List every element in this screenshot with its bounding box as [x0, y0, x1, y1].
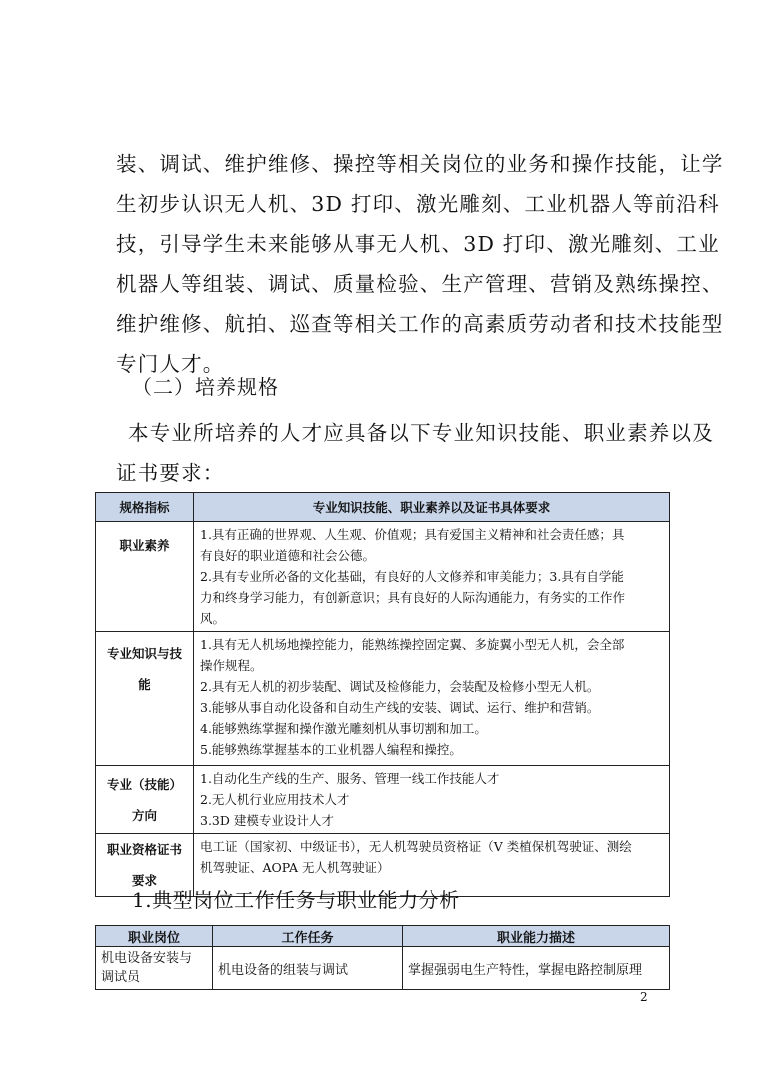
- intro-line: 生初步认识无人机、3D 打印、激光雕刻、工业机器人等前沿科: [116, 192, 720, 216]
- spec-table-header-row: [96, 493, 670, 522]
- spec-row-knowledge-skills: [96, 632, 670, 766]
- section-intro-line: 证书要求：: [116, 461, 225, 485]
- spec-row-content: 1.自动化生产线的生产、服务、管理一线工作技能人才 2.无人机行业应用技术人才 3.3D 建模专业设计人才: [194, 766, 670, 834]
- jobs-cell-task: 机电设备的组装与调试: [213, 947, 403, 990]
- spec-row-label: 职业资格证书 要求: [96, 834, 194, 897]
- jobs-table-header-row: [96, 926, 670, 947]
- section-heading: （二）培养规格: [132, 375, 279, 399]
- spec-table: [95, 492, 670, 897]
- spec-row-content: 1.具有正确的世界观、人生观、价值观；具有爱国主义精神和社会责任感；具 有良好的职业道德和社会公德。 2.具有专业所必备的文化基础，有良好的人文修养和审美能力；3.具有自学能 力和终身学习能力，有创新意识；具有良好的人际沟通能力，有务实的工作作 风。: [194, 522, 670, 632]
- spec-header-requirements: 专业知识技能、职业素养以及证书具体要求: [194, 493, 670, 522]
- section-intro-line: 本专业所培养的人才应具备以下专业知识技能、职业素养以及: [128, 421, 714, 445]
- page-number: 2: [640, 990, 648, 1004]
- intro-paragraph: [116, 144, 724, 384]
- intro-line: 技，引导学生未来能够从事无人机、3D 打印、激光雕刻、工业: [116, 232, 720, 256]
- intro-line: 机器人等组装、调试、质量检验、生产管理、营销及熟练操控、: [116, 272, 724, 296]
- spec-row-direction: [96, 766, 670, 834]
- jobs-header-post: 职业岗位: [96, 926, 213, 947]
- spec-header-indicator: 规格指标: [96, 493, 194, 522]
- jobs-cell-ability: 掌握强弱电生产特性，掌握电路控制原理: [403, 947, 670, 990]
- spec-row-label: 职业素养: [96, 522, 194, 632]
- table-row: [96, 947, 670, 990]
- spec-row-label: 专业（技能） 方向: [96, 766, 194, 834]
- jobs-header-ability: 职业能力描述: [403, 926, 670, 947]
- jobs-header-task: 工作任务: [213, 926, 403, 947]
- spec-row-content: 1.具有无人机场地操控能力，能熟练操控固定翼、多旋翼小型无人机，会全部 操作规程。 2.具有无人机的初步装配、调试及检修能力，会装配及检修小型无人机。 3.能够从事自动化设备和自动生产线的安装、调试、运行、维护和营销。 4.能够熟练掌握和操作激光雕刻机从事切割和加工。 5.能够熟练掌握基本的工业机器人编程和操控。: [194, 632, 670, 766]
- intro-line: 装、调试、维护维修、操控等相关岗位的业务和操作技能，让学: [116, 152, 724, 176]
- jobs-table: [95, 925, 670, 990]
- spec-row-content: 电工证（国家初、中级证书），无人机驾驶员资格证（V 类植保机驾驶证、测绘 机驾驶证、AOPA 无人机驾驶证）: [194, 834, 670, 897]
- intro-line: 维护维修、航拍、巡查等相关工作的高素质劳动者和技术技能型: [116, 312, 724, 336]
- section-intro: [116, 413, 714, 493]
- jobs-cell-post: 机电设备安装与 调试员: [96, 947, 213, 990]
- spec-row-label: 专业知识与技 能: [96, 632, 194, 766]
- intro-line: 专门人才。: [116, 352, 225, 376]
- jobs-heading: 1.典型岗位工作任务与职业能力分析: [132, 888, 460, 912]
- spec-row-professional-quality: [96, 522, 670, 632]
